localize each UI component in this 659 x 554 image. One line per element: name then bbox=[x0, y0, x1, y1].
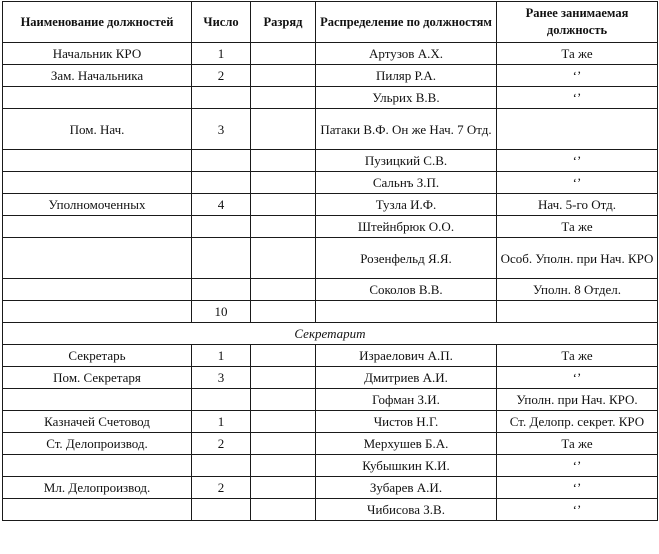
cell-previous: ‘’ bbox=[497, 65, 658, 87]
cell-position bbox=[3, 172, 192, 194]
cell-name: Патаки В.Ф. Он же Нач. 7 Отд. bbox=[316, 109, 497, 150]
header-grade: Разряд bbox=[251, 2, 316, 43]
header-count: Число bbox=[192, 2, 251, 43]
header-position: Наименование должностей bbox=[3, 2, 192, 43]
cell-name: Гофман З.И. bbox=[316, 389, 497, 411]
cell-position bbox=[3, 389, 192, 411]
cell-name: Сальнъ З.П. bbox=[316, 172, 497, 194]
cell-position bbox=[3, 499, 192, 521]
table-row bbox=[3, 411, 658, 433]
cell-position bbox=[3, 150, 192, 172]
cell-count bbox=[192, 150, 251, 172]
cell-grade bbox=[251, 43, 316, 65]
cell-grade bbox=[251, 477, 316, 499]
cell-grade bbox=[251, 216, 316, 238]
cell-count: 2 bbox=[192, 65, 251, 87]
cell-position: Мл. Делопроизвод. bbox=[3, 477, 192, 499]
cell-name: Штейнбрюк О.О. bbox=[316, 216, 497, 238]
cell-grade bbox=[251, 389, 316, 411]
cell-grade bbox=[251, 279, 316, 301]
cell-previous: Нач. 5-го Отд. bbox=[497, 194, 658, 216]
header-row bbox=[3, 2, 658, 43]
cell-grade bbox=[251, 367, 316, 389]
cell-count: 1 bbox=[192, 43, 251, 65]
table-row bbox=[3, 172, 658, 194]
cell-grade bbox=[251, 455, 316, 477]
staff-table bbox=[2, 1, 658, 521]
cell-previous: Та же bbox=[497, 433, 658, 455]
cell-position bbox=[3, 216, 192, 238]
cell-name: Пузицкий С.В. bbox=[316, 150, 497, 172]
cell-grade bbox=[251, 301, 316, 323]
cell-previous: ‘’ bbox=[497, 455, 658, 477]
table-row bbox=[3, 109, 658, 150]
cell-grade bbox=[251, 499, 316, 521]
cell-grade bbox=[251, 194, 316, 216]
cell-count bbox=[192, 499, 251, 521]
cell-position: Ст. Делопроизвод. bbox=[3, 433, 192, 455]
cell-name bbox=[316, 301, 497, 323]
cell-grade bbox=[251, 345, 316, 367]
table-row bbox=[3, 87, 658, 109]
table-row bbox=[3, 279, 658, 301]
cell-name: Дмитриев А.И. bbox=[316, 367, 497, 389]
table-row bbox=[3, 216, 658, 238]
cell-count bbox=[192, 279, 251, 301]
section-title: Секретарит bbox=[3, 323, 658, 345]
table-row bbox=[3, 345, 658, 367]
table-row bbox=[3, 433, 658, 455]
cell-name: Кубышкин К.И. bbox=[316, 455, 497, 477]
cell-position bbox=[3, 238, 192, 279]
cell-name: Зубарев А.И. bbox=[316, 477, 497, 499]
table-row bbox=[3, 238, 658, 279]
cell-previous: Та же bbox=[497, 345, 658, 367]
cell-previous: Та же bbox=[497, 43, 658, 65]
table-row bbox=[3, 499, 658, 521]
cell-count: 1 bbox=[192, 345, 251, 367]
cell-previous: ‘’ bbox=[497, 499, 658, 521]
table-row bbox=[3, 477, 658, 499]
cell-previous: Уполн. 8 Отдел. bbox=[497, 279, 658, 301]
cell-grade bbox=[251, 150, 316, 172]
cell-count: 2 bbox=[192, 477, 251, 499]
cell-position: Зам. Начальника bbox=[3, 65, 192, 87]
cell-name: Чибисова З.В. bbox=[316, 499, 497, 521]
cell-count bbox=[192, 216, 251, 238]
cell-grade bbox=[251, 109, 316, 150]
cell-count: 1 bbox=[192, 411, 251, 433]
cell-name: Израелович А.П. bbox=[316, 345, 497, 367]
cell-count: 2 bbox=[192, 433, 251, 455]
cell-count bbox=[192, 238, 251, 279]
cell-previous bbox=[497, 301, 658, 323]
cell-previous: Ст. Делопр. секрет. КРО bbox=[497, 411, 658, 433]
cell-position bbox=[3, 279, 192, 301]
cell-grade bbox=[251, 172, 316, 194]
cell-position: Пом. Секретаря bbox=[3, 367, 192, 389]
cell-position: Начальник КРО bbox=[3, 43, 192, 65]
cell-previous: ‘’ bbox=[497, 477, 658, 499]
cell-count: 4 bbox=[192, 194, 251, 216]
cell-previous bbox=[497, 109, 658, 150]
table-row bbox=[3, 194, 658, 216]
cell-name: Чистов Н.Г. bbox=[316, 411, 497, 433]
cell-name: Артузов А.Х. bbox=[316, 43, 497, 65]
cell-count bbox=[192, 455, 251, 477]
cell-previous: ‘’ bbox=[497, 87, 658, 109]
cell-count bbox=[192, 87, 251, 109]
cell-previous: Та же bbox=[497, 216, 658, 238]
cell-count: 10 bbox=[192, 301, 251, 323]
cell-name: Соколов В.В. bbox=[316, 279, 497, 301]
cell-name: Тузла И.Ф. bbox=[316, 194, 497, 216]
table-row bbox=[3, 389, 658, 411]
cell-name: Пиляр Р.А. bbox=[316, 65, 497, 87]
table-row bbox=[3, 65, 658, 87]
cell-previous: ‘’ bbox=[497, 150, 658, 172]
cell-previous: Особ. Уполн. при Нач. КРО bbox=[497, 238, 658, 279]
cell-grade bbox=[251, 65, 316, 87]
cell-position bbox=[3, 87, 192, 109]
table-row bbox=[3, 367, 658, 389]
cell-previous: Уполн. при Нач. КРО. bbox=[497, 389, 658, 411]
cell-position: Секретарь bbox=[3, 345, 192, 367]
cell-position: Пом. Нач. bbox=[3, 109, 192, 150]
cell-previous: ‘’ bbox=[497, 367, 658, 389]
table-row bbox=[3, 150, 658, 172]
cell-position: Казначей Счетовод bbox=[3, 411, 192, 433]
cell-count: 3 bbox=[192, 109, 251, 150]
cell-name: Мерхушев Б.А. bbox=[316, 433, 497, 455]
cell-count bbox=[192, 389, 251, 411]
cell-count bbox=[192, 172, 251, 194]
header-distribution: Распределение по должностям bbox=[316, 2, 497, 43]
cell-grade bbox=[251, 433, 316, 455]
cell-grade bbox=[251, 411, 316, 433]
table-row bbox=[3, 43, 658, 65]
cell-grade bbox=[251, 87, 316, 109]
cell-previous: ‘’ bbox=[497, 172, 658, 194]
header-previous: Ранее занимаемая должность bbox=[497, 2, 658, 43]
cell-grade bbox=[251, 238, 316, 279]
cell-name: Розенфельд Я.Я. bbox=[316, 238, 497, 279]
table-row bbox=[3, 455, 658, 477]
cell-count: 3 bbox=[192, 367, 251, 389]
cell-position bbox=[3, 301, 192, 323]
section-row bbox=[3, 323, 658, 345]
cell-name: Ульрих В.В. bbox=[316, 87, 497, 109]
cell-position bbox=[3, 455, 192, 477]
table-row bbox=[3, 301, 658, 323]
cell-position: Уполномоченных bbox=[3, 194, 192, 216]
